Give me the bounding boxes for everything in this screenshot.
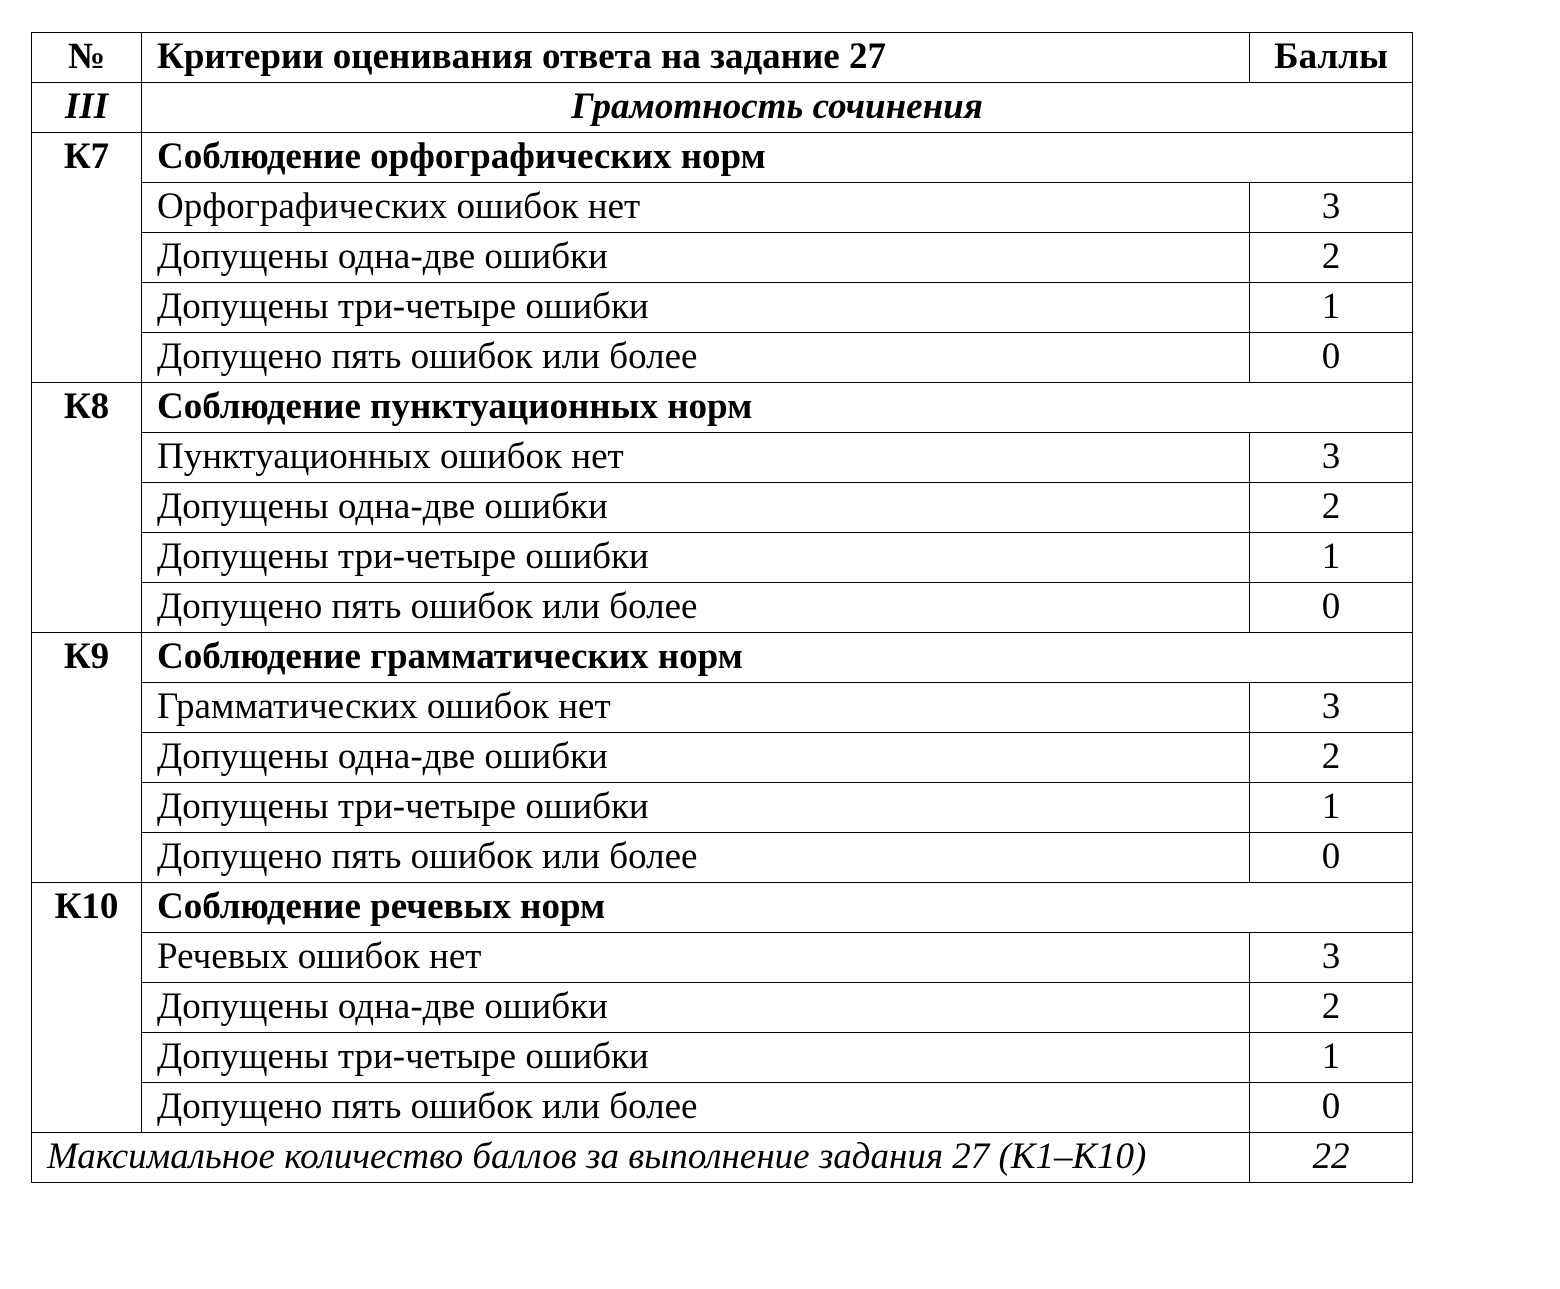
row-points: 0 <box>1250 1083 1413 1133</box>
row-points: 3 <box>1250 183 1413 233</box>
row-text: Речевых ошибок нет <box>142 933 1250 983</box>
criteria-table <box>31 32 1413 1183</box>
header-points: Баллы <box>1250 33 1413 83</box>
section-row <box>32 83 1413 133</box>
table-row <box>32 583 1413 633</box>
row-points: 2 <box>1250 983 1413 1033</box>
section-title: Грамотность сочинения <box>142 83 1413 133</box>
row-text: Допущены три-четыре ошибки <box>142 1033 1250 1083</box>
table-row <box>32 233 1413 283</box>
row-text: Допущено пять ошибок или более <box>142 333 1250 383</box>
row-points: 2 <box>1250 233 1413 283</box>
row-text: Допущено пять ошибок или более <box>142 583 1250 633</box>
table-row <box>32 183 1413 233</box>
row-text: Грамматических ошибок нет <box>142 683 1250 733</box>
header-num: № <box>32 33 142 83</box>
row-points: 1 <box>1250 283 1413 333</box>
table-row <box>32 1083 1413 1133</box>
footer-row <box>32 1133 1413 1183</box>
table-row <box>32 433 1413 483</box>
row-text: Допущены три-четыре ошибки <box>142 283 1250 333</box>
criterion-title: Соблюдение грамматических норм <box>142 633 1413 683</box>
criterion-title: Соблюдение речевых норм <box>142 883 1413 933</box>
table-row <box>32 1033 1413 1083</box>
row-points: 0 <box>1250 583 1413 633</box>
section-num: III <box>32 83 142 133</box>
header-row <box>32 33 1413 83</box>
row-points: 1 <box>1250 533 1413 583</box>
table-row <box>32 483 1413 533</box>
row-points: 3 <box>1250 933 1413 983</box>
table-row <box>32 533 1413 583</box>
criterion-title: Соблюдение орфографических норм <box>142 133 1413 183</box>
row-text: Допущены три-четыре ошибки <box>142 783 1250 833</box>
row-points: 3 <box>1250 683 1413 733</box>
table-row <box>32 333 1413 383</box>
table-row <box>32 683 1413 733</box>
row-text: Пунктуационных ошибок нет <box>142 433 1250 483</box>
criterion-code: К7 <box>32 133 142 383</box>
criterion-title-row <box>32 633 1413 683</box>
row-text: Допущены одна-две ошибки <box>142 983 1250 1033</box>
table-row <box>32 933 1413 983</box>
criterion-code: К8 <box>32 383 142 633</box>
table-row <box>32 733 1413 783</box>
table-row <box>32 983 1413 1033</box>
max-score-value: 22 <box>1250 1133 1413 1183</box>
criterion-title-row <box>32 383 1413 433</box>
row-points: 1 <box>1250 783 1413 833</box>
table-row <box>32 783 1413 833</box>
row-text: Допущены одна-две ошибки <box>142 483 1250 533</box>
header-criteria: Критерии оценивания ответа на задание 27 <box>142 33 1250 83</box>
max-score-label: Максимальное количество баллов за выполнение задания 27 (К1–К10) <box>32 1133 1250 1183</box>
row-points: 0 <box>1250 833 1413 883</box>
criterion-title-row <box>32 133 1413 183</box>
row-text: Орфографических ошибок нет <box>142 183 1250 233</box>
criterion-title: Соблюдение пунктуационных норм <box>142 383 1413 433</box>
table-row <box>32 833 1413 883</box>
criterion-title-row <box>32 883 1413 933</box>
table-row <box>32 283 1413 333</box>
row-text: Допущены одна-две ошибки <box>142 733 1250 783</box>
row-points: 2 <box>1250 733 1413 783</box>
row-points: 3 <box>1250 433 1413 483</box>
row-points: 2 <box>1250 483 1413 533</box>
row-text: Допущено пять ошибок или более <box>142 833 1250 883</box>
criterion-code: К9 <box>32 633 142 883</box>
criterion-code: К10 <box>32 883 142 1133</box>
row-points: 1 <box>1250 1033 1413 1083</box>
row-points: 0 <box>1250 333 1413 383</box>
row-text: Допущены одна-две ошибки <box>142 233 1250 283</box>
row-text: Допущено пять ошибок или более <box>142 1083 1250 1133</box>
row-text: Допущены три-четыре ошибки <box>142 533 1250 583</box>
